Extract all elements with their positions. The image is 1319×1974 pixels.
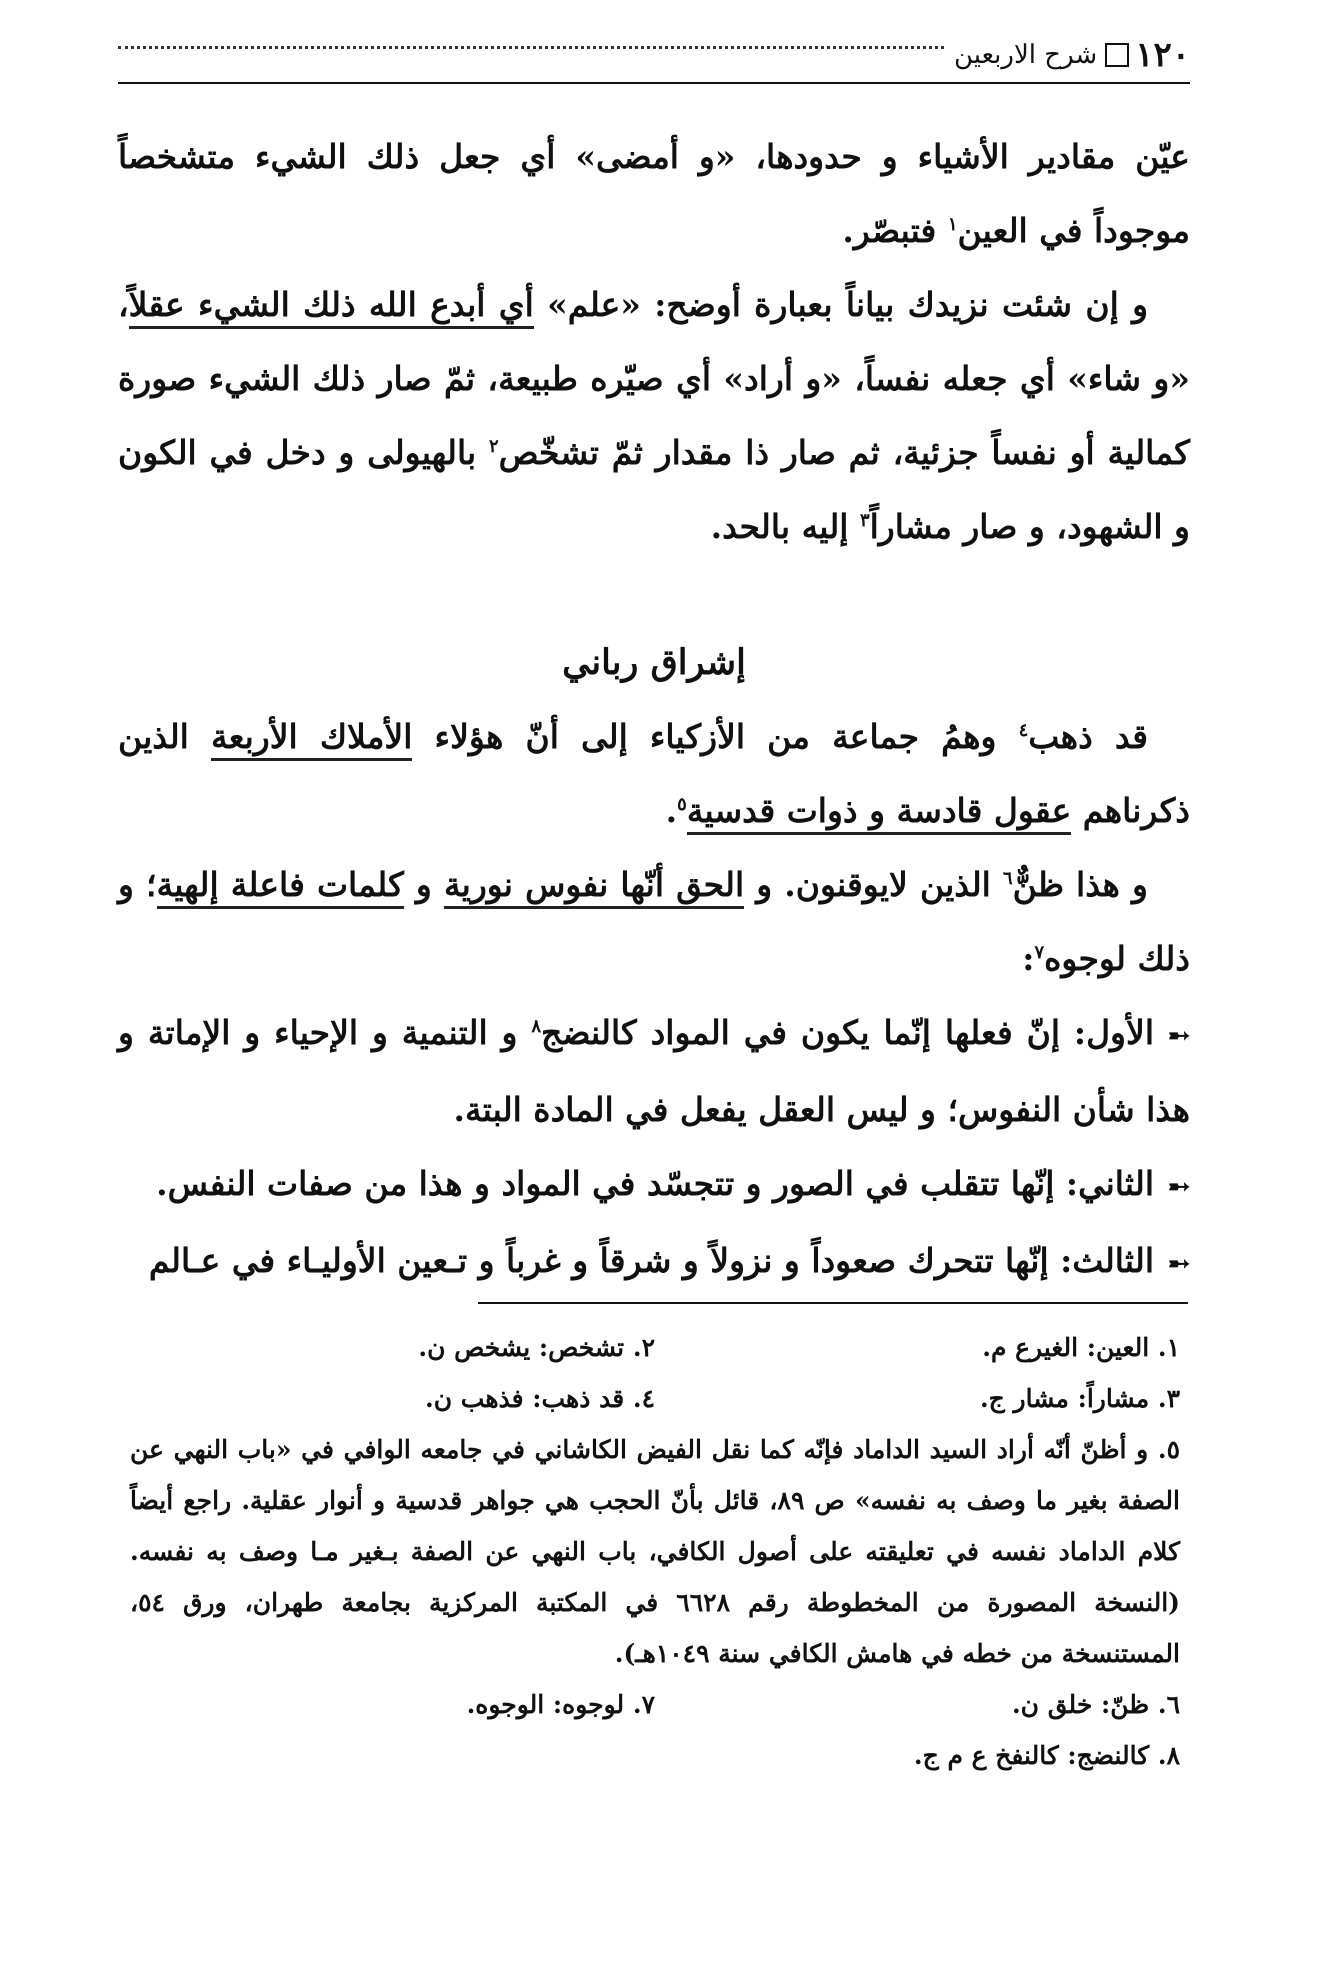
page-number: ١٢٠ (1135, 35, 1190, 75)
footnote-4: ٤. قد ذهب: فذهب ن. (425, 1384, 655, 1413)
hand-arrow-icon: ➸ (1168, 1021, 1190, 1051)
header-square-icon (1105, 43, 1129, 67)
running-title: شرح الاربعين (954, 40, 1098, 70)
underlined-phrase: أي أبدع الله ذلك الشيء عقلاً (129, 285, 534, 329)
footnote-6: ٦. ظنّ: خلق ن. (1011, 1690, 1180, 1719)
page-header (118, 28, 1190, 84)
footnote-7: ٧. لوجوه: الوجوه. (466, 1690, 655, 1719)
footnote-ref-2[interactable]: ٢ (488, 436, 499, 457)
footnote-ref-4[interactable]: ٤ (1018, 720, 1029, 741)
point-3: ➸الثالث: إنّها تتحرك صعوداً و نزولاً و شرقاً و غرباً و تـعين الأوليـاء في عـالم (118, 1224, 1190, 1301)
underlined-phrase: الأملاك الأربعة (211, 717, 412, 761)
main-text (118, 120, 1190, 1301)
footnote-separator (478, 1302, 1188, 1304)
footnote-ref-3[interactable]: ٣ (859, 510, 870, 531)
footnote-ref-8[interactable]: ٨ (531, 1016, 542, 1037)
footnote-1: ١. العين: الغيرع م. (982, 1333, 1180, 1362)
hand-arrow-icon: ➸ (1168, 1249, 1190, 1279)
footnote-3: ٣. مشاراً: مشار ج. (979, 1384, 1180, 1413)
footnote-row (130, 1322, 1180, 1373)
footnote-ref-1[interactable]: ١ (947, 214, 958, 235)
footnote-row (130, 1679, 1180, 1730)
underlined-phrase: الحق أنّها نفوس نورية (444, 865, 744, 909)
footnote-8: ٨. كالنضج: كالنفخ ع م ج. (913, 1741, 1180, 1770)
underlined-phrase: عقول قادسة و ذوات قدسية (687, 791, 1071, 835)
footnote-ref-7[interactable]: ٧ (1034, 942, 1045, 963)
point-1: ➸الأول: إنّ فعلها إنّما يكون في المواد كالنضج$^٨$ و التنمية و الإحياء و الإماتة و هذا شأن النفوس؛ و ليس العقل يفعل في المادة البتة. (118, 996, 1190, 1147)
paragraph-2: و إن شئت نزيدك بياناً بعبارة أوضح: «علم» أي أبدع الله ذلك الشيء عقلاً، «و شاء» أي جعله نفساً، «و أراد» أي صيّره طبيعة، ثمّ صار ذلك الشيء صورة كمالية أو نفساً جزئية، ثم صار ذا مقدار ثمّ تشخّص$^٢$ بالهيولى و دخل في الكون و الشهود، و صار مشاراً$^٣$ إليه بالحد. (118, 285, 1190, 546)
footnote-ref-5[interactable]: ٥ (677, 794, 687, 815)
paragraph-1: عيّن مقادير الأشياء و حدودها، «و أمضى» أي جعل ذلك الشيء متشخصاً موجوداً في العين$^١$ فتبصّر. (118, 137, 1190, 250)
footnote-row (130, 1373, 1180, 1424)
footnote-5: ٥. و أظنّ أنّه أراد السيد الداماد فإنّه كما نقل الفيض الكاشاني في جامعه الوافي في «باب النهي عن الصفة بغير ما وصف به نفسه» ص ٨٩، قائل بأنّ الحجب هي جواهر قدسية و أنوار عقلية. راجع أيضاً كلام الداماد نفسه في تعليقته على أصول الكافي، باب النهي عن الصفة بـغير مـا وصف به نفسه. (النسخة المصورة من المخطوطة رقم ٦٦٢٨ في المكتبة المركزية بجامعة طهران، ورق ٥٤، المستنسخة من خطه في هامش الكافي سنة ١٠٤٩هـ). (130, 1435, 1181, 1668)
hand-arrow-icon: ➸ (1168, 1172, 1190, 1202)
footnote-2: ٢. تشخص: يشخص ن. (418, 1333, 655, 1362)
footnote-ref-6[interactable]: ٦ (1002, 868, 1013, 889)
point-2: ➸الثاني: إنّها تتقلب في الصور و تتجسّد في المواد و هذا من صفات النفس. (118, 1147, 1190, 1224)
paragraph-4: و هذا ظنٌّ$^٦$ الذين لايوقنون. و الحق أنّها نفوس نورية و كلمات فاعلة إلهية؛ و ذلك لوجوه$^٧$: (118, 865, 1190, 978)
footnotes (130, 1322, 1180, 1781)
section-title: إشراق رباني (562, 642, 746, 683)
paragraph-3: قد ذهب$^٤$ وهمُ جماعة من الأزكياء إلى أنّ هؤلاء الأملاك الأربعة الذين ذكرناهم عقول قادسة و ذوات قدسية$^٥$. (118, 700, 1190, 848)
underlined-phrase: كلمات فاعلة إلهية (157, 865, 404, 909)
header-dot-leader (118, 28, 944, 49)
